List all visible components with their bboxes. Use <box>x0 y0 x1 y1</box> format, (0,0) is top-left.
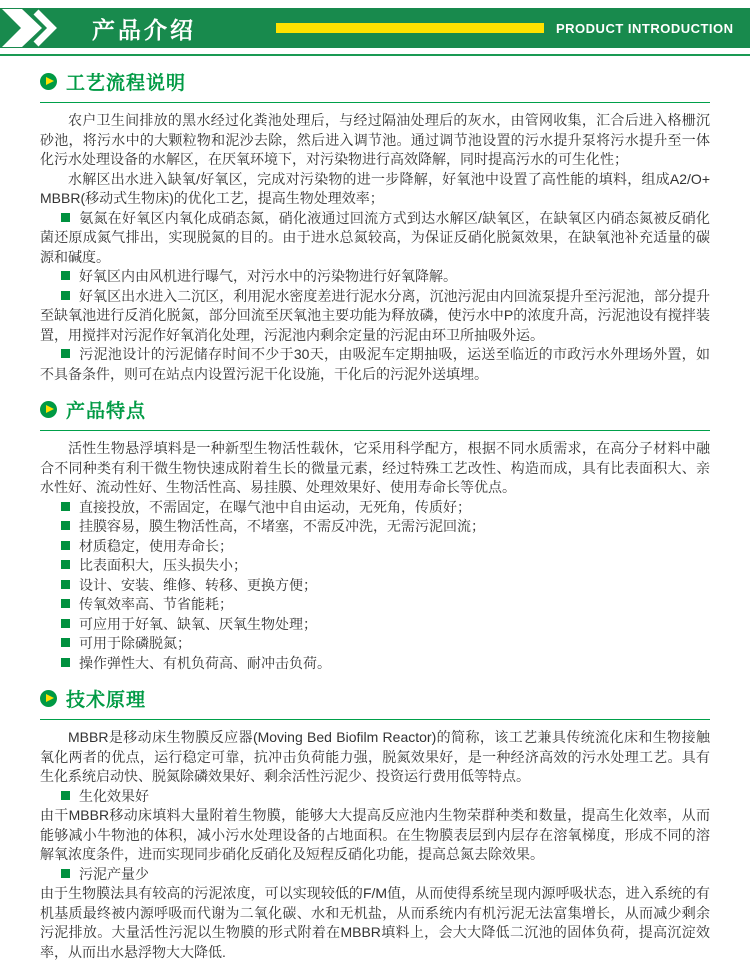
bullet-item <box>40 498 710 518</box>
bullet-square-icon <box>61 599 70 608</box>
bullet-square-icon <box>61 541 70 550</box>
section-1 <box>40 68 710 384</box>
bullet-item <box>40 615 710 635</box>
paragraph: MBBR是移动床生物膜反应器(Moving Bed Biofilm Reactor)的简称，该工艺兼具传统流化床和生物接触氧化两者的优点，运行稳定可靠，抗冲击负荷能力强，脱氮效果好，是一种经济高效的污水处理工艺。具有生化系统启动快、脱氮除磷效果好、剩余活性污泥少、投资运行费用低等特点。 <box>40 729 710 784</box>
bullet-square-icon <box>61 291 70 300</box>
section-3 <box>40 685 710 962</box>
double-chevron-icon <box>0 8 78 48</box>
bullet-text: 好氧区出水进入二沉区，利用泥水密度差进行泥水分离，沉池污泥由内回流泵提升至污泥池，部分提升至缺氧池进行反消化脱氮，部分回流至厌氧池主要功能为释放磷，使污水中P的浓度升高，污泥池设有搅拌装置，用搅拌对污泥作好氧消化处理，污泥池内剩余定量的污泥由环卫所抽吸外运。 <box>40 287 710 343</box>
bullet-text: 材质稳定，使用寿命长； <box>79 537 233 554</box>
play-icon <box>40 690 57 707</box>
section-divider <box>40 102 710 103</box>
bullet-square-icon <box>61 271 70 280</box>
bullet-square-icon <box>61 560 70 569</box>
play-icon <box>40 73 57 90</box>
banner-underline <box>0 54 750 56</box>
content <box>0 68 750 962</box>
bullet-text: 设计、安装、维修、转移、更换方便； <box>79 576 317 593</box>
section-title: 技术原理 <box>66 690 147 711</box>
bullet-text: 挂膜容易，膜生物活性高，不堵塞，不需反冲洗，无需污泥回流； <box>79 518 485 534</box>
section-2 <box>40 396 710 673</box>
bullet-square-icon <box>61 638 70 647</box>
bullet-text: 污泥池设计的污泥储存时间不少于30天，由吸泥车定期抽吸，运送至临近的市政污水外理场外置，如不具备条件，则可在站点内设置污泥干化设施，干化后的污泥外送填埋。 <box>40 346 710 382</box>
bullet-text: 传氧效率高、节省能耗； <box>79 596 233 612</box>
page-banner <box>0 8 750 48</box>
section-divider <box>40 719 710 720</box>
section-title: 产品特点 <box>66 401 147 422</box>
bullet-item <box>40 634 710 654</box>
bullet-text: 可应用于好氧、缺氧、厌氧生物处理； <box>79 615 317 632</box>
paragraph: 活性生物悬浮填料是一种新型生物活性载休，它采用科学配方，根据不同水质需求，在高分子材料中融合不同种类有利干微生物快速成附着生长的微量元素，经过特殊工艺改性、构造而成，具有比表面积大、亲水性好、流动性好、生物活性高、易挂膜、处理效果好、使用寿命长等优点。 <box>40 440 710 495</box>
bullet-item <box>40 787 710 807</box>
play-icon <box>40 401 57 418</box>
section-header <box>40 68 710 95</box>
bullet-item <box>40 267 710 287</box>
bullet-item <box>40 287 710 346</box>
bullet-text: 比表面积大，压头损失小； <box>79 557 247 573</box>
bullet-item <box>40 556 710 576</box>
bullet-text: 污泥产量少 <box>79 865 149 882</box>
bullet-item <box>40 576 710 596</box>
paragraph: 由于生物膜法具有较高的污泥浓度，可以实现较低的F/M值，从而使得系统呈现内源呼吸状态，进入系统的有机基质最终被内源呼吸而代谢为二氧化碳、水和无机盐，从而系统内有机污泥无法富集增长，从而减少剩余污泥排放。大量活性污泥以生物膜的形式附着在MBBR填料上，会大大降低二沉池的固体负荷，提高沉淀效率，从而出水悬浮物大大降低. <box>40 885 710 960</box>
bullet-item <box>40 865 710 885</box>
bullet-text: 直接投放，不需固定，在曝气池中自由运动，无死角，传质好； <box>79 498 471 515</box>
section-header <box>40 396 710 423</box>
bullet-square-icon <box>61 658 70 667</box>
bullet-item <box>40 595 710 615</box>
page-title: 产品介绍 <box>92 16 196 43</box>
paragraph: 由干MBBR移动床填料大量附着生物膜，能够大大提高反应池内生物荣群种类和数量，提高生化效率，从而能够减小牛物池的体积，减小污水处理设备的占地面积。在生物膜表层到内层存在溶氧梯度，形成不同的溶解氧浓度条件，进而实现同步硝化反硝化及短程反硝化功能，提高总氮去除效果。 <box>40 807 710 862</box>
bullet-item <box>40 345 710 384</box>
section-body <box>40 728 710 962</box>
paragraph: 水解区出水进入缺氧/好氧区，完成对污染物的进一步降解，好氧池中设置了高性能的填料，组成A2/O+MBBR(移动式生物床)的优化工艺，提高生物处理效率； <box>40 170 710 206</box>
bullet-item <box>40 517 710 537</box>
bullet-text: 操作弹性大、有机负荷高、耐冲击负荷。 <box>79 654 331 671</box>
bullet-text: 可用于除磷脱氮； <box>79 635 191 651</box>
bullet-square-icon <box>61 791 70 800</box>
bullet-item <box>40 209 710 268</box>
bullet-item <box>40 537 710 557</box>
section-divider <box>40 430 710 431</box>
bullet-text: 好氧区内由风机进行曝气，对污水中的污染物进行好氧降解。 <box>79 268 457 284</box>
section-header <box>40 685 710 712</box>
bullet-square-icon <box>61 213 70 222</box>
section-title: 工艺流程说明 <box>66 73 187 94</box>
bullet-square-icon <box>61 580 70 589</box>
bullet-text: 生化效果好 <box>79 787 149 804</box>
bullet-square-icon <box>61 619 70 628</box>
section-body <box>40 111 710 384</box>
bullet-text: 氨氮在好氧区内氧化成硝态氮，硝化液通过回流方式到达水解区/缺氧区，在缺氧区内硝态氮被反硝化菌还原成氮气排出，实现脱氮的目的。由于进水总氮较高，为保证反硝化脱氮效果，在缺氧池补充适量的碳源和碱度。 <box>40 209 710 265</box>
bullet-item <box>40 654 710 674</box>
section-body <box>40 439 710 673</box>
paragraph: 农户卫生间排放的黑水经过化粪池处理后，与经过隔油处理后的灰水，由管网收集，汇合后进入格栅沉砂池，将污水中的大颗粒物和泥沙去除，然后进入调节池。通过调节池设置的污水提升泵将污水提升至一体化污水处理设备的水解区，在厌氧环境下，对污染物进行高效降解，同时提高污水的可生化性； <box>40 112 710 167</box>
bullet-square-icon <box>61 869 70 878</box>
yellow-divider-bar <box>276 23 544 33</box>
page-subtitle: PRODUCT INTRODUCTION <box>556 20 734 36</box>
bullet-square-icon <box>61 502 70 511</box>
bullet-square-icon <box>61 349 70 358</box>
bullet-square-icon <box>61 521 70 530</box>
